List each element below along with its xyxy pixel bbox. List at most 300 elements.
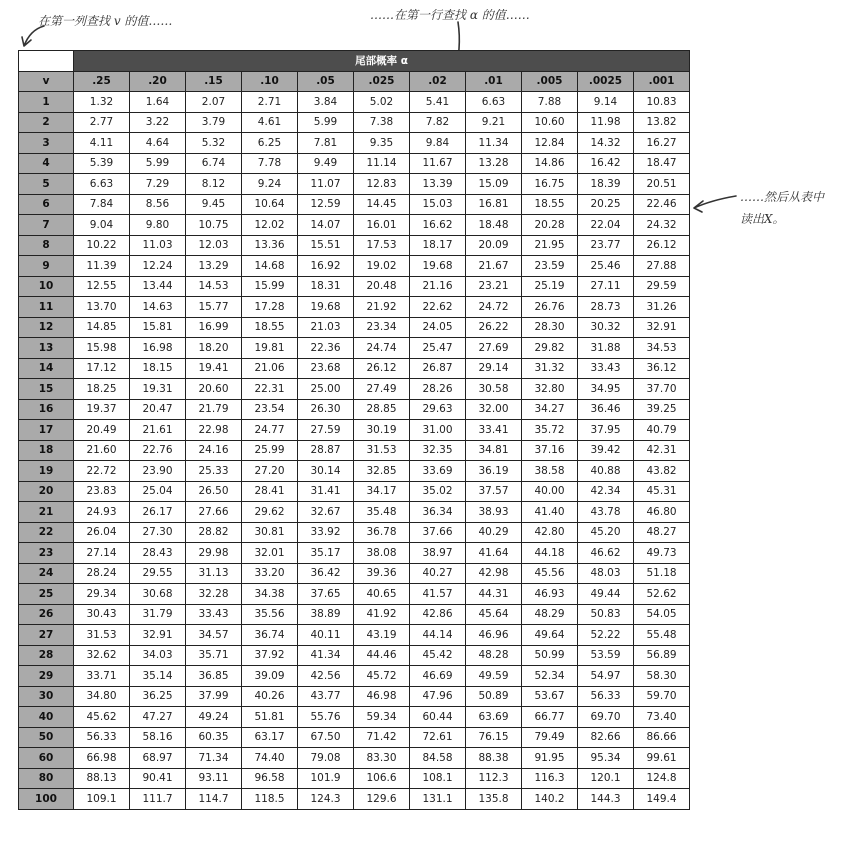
table-row bbox=[19, 604, 690, 625]
critical-value-cell: 140.2 bbox=[522, 789, 578, 810]
annotation-first-column: 在第一列查找 v 的值…… bbox=[38, 14, 173, 28]
critical-value-cell: 21.92 bbox=[354, 297, 410, 318]
critical-value-cell: 118.5 bbox=[242, 789, 298, 810]
critical-value-cell: 50.83 bbox=[578, 604, 634, 625]
critical-value-cell: 17.12 bbox=[74, 358, 130, 379]
critical-value-cell: 20.49 bbox=[74, 420, 130, 441]
critical-value-cell: 40.29 bbox=[466, 522, 522, 543]
critical-value-cell: 27.69 bbox=[466, 338, 522, 359]
critical-value-cell: 11.34 bbox=[466, 133, 522, 154]
critical-value-cell: 124.3 bbox=[298, 789, 354, 810]
critical-value-cell: 16.27 bbox=[634, 133, 690, 154]
critical-value-cell: 34.81 bbox=[466, 440, 522, 461]
critical-value-cell: 11.39 bbox=[74, 256, 130, 277]
critical-value-cell: 25.33 bbox=[186, 461, 242, 482]
critical-value-cell: 40.26 bbox=[242, 686, 298, 707]
critical-value-cell: 11.07 bbox=[298, 174, 354, 195]
critical-value-cell: 36.85 bbox=[186, 666, 242, 687]
critical-value-cell: 2.71 bbox=[242, 92, 298, 113]
table-row bbox=[19, 338, 690, 359]
critical-value-cell: 34.95 bbox=[578, 379, 634, 400]
critical-value-cell: 111.7 bbox=[130, 789, 186, 810]
critical-value-cell: 11.03 bbox=[130, 235, 186, 256]
critical-value-cell: 68.97 bbox=[130, 748, 186, 769]
critical-value-cell: 4.64 bbox=[130, 133, 186, 154]
degrees-of-freedom-cell: 29 bbox=[19, 666, 74, 687]
critical-value-cell: 7.82 bbox=[410, 112, 466, 133]
critical-value-cell: 14.32 bbox=[578, 133, 634, 154]
critical-value-cell: 12.03 bbox=[186, 235, 242, 256]
critical-value-cell: 26.12 bbox=[634, 235, 690, 256]
alpha-header-cell: .025 bbox=[354, 71, 410, 92]
v-column-header: v bbox=[19, 71, 74, 92]
critical-value-cell: 13.82 bbox=[634, 112, 690, 133]
critical-value-cell: 86.66 bbox=[634, 727, 690, 748]
critical-value-cell: 33.41 bbox=[466, 420, 522, 441]
critical-value-cell: 16.75 bbox=[522, 174, 578, 195]
critical-value-cell: 38.58 bbox=[522, 461, 578, 482]
critical-value-cell: 79.08 bbox=[298, 748, 354, 769]
critical-value-cell: 14.45 bbox=[354, 194, 410, 215]
critical-value-cell: 45.64 bbox=[466, 604, 522, 625]
critical-value-cell: 9.84 bbox=[410, 133, 466, 154]
critical-value-cell: 10.22 bbox=[74, 235, 130, 256]
critical-value-cell: 40.11 bbox=[298, 625, 354, 646]
critical-value-cell: 43.82 bbox=[634, 461, 690, 482]
critical-value-cell: 21.67 bbox=[466, 256, 522, 277]
critical-value-cell: 49.59 bbox=[466, 666, 522, 687]
critical-value-cell: 43.78 bbox=[578, 502, 634, 523]
table-row bbox=[19, 768, 690, 789]
critical-value-cell: 46.93 bbox=[522, 584, 578, 605]
critical-value-cell: 43.19 bbox=[354, 625, 410, 646]
critical-value-cell: 34.38 bbox=[242, 584, 298, 605]
critical-value-cell: 31.41 bbox=[298, 481, 354, 502]
critical-value-cell: 48.28 bbox=[466, 645, 522, 666]
critical-value-cell: 53.59 bbox=[578, 645, 634, 666]
critical-value-cell: 9.14 bbox=[578, 92, 634, 113]
critical-value-cell: 22.98 bbox=[186, 420, 242, 441]
critical-value-cell: 67.50 bbox=[298, 727, 354, 748]
critical-value-cell: 46.98 bbox=[354, 686, 410, 707]
critical-value-cell: 7.29 bbox=[130, 174, 186, 195]
critical-value-cell: 35.72 bbox=[522, 420, 578, 441]
critical-value-cell: 90.41 bbox=[130, 768, 186, 789]
critical-value-cell: 22.46 bbox=[634, 194, 690, 215]
critical-value-cell: 53.67 bbox=[522, 686, 578, 707]
critical-value-cell: 5.41 bbox=[410, 92, 466, 113]
critical-value-cell: 31.13 bbox=[186, 563, 242, 584]
critical-value-cell: 120.1 bbox=[578, 768, 634, 789]
critical-value-cell: 129.6 bbox=[354, 789, 410, 810]
critical-value-cell: 29.62 bbox=[242, 502, 298, 523]
alpha-header-cell: .001 bbox=[634, 71, 690, 92]
critical-value-cell: 45.62 bbox=[74, 707, 130, 728]
critical-value-cell: 58.16 bbox=[130, 727, 186, 748]
critical-value-cell: 29.98 bbox=[186, 543, 242, 564]
critical-value-cell: 32.28 bbox=[186, 584, 242, 605]
critical-value-cell: 38.97 bbox=[410, 543, 466, 564]
critical-value-cell: 16.01 bbox=[354, 215, 410, 236]
table-row bbox=[19, 317, 690, 338]
degrees-of-freedom-cell: 16 bbox=[19, 399, 74, 420]
critical-value-cell: 12.55 bbox=[74, 276, 130, 297]
critical-value-cell: 13.39 bbox=[410, 174, 466, 195]
degrees-of-freedom-cell: 100 bbox=[19, 789, 74, 810]
critical-value-cell: 36.19 bbox=[466, 461, 522, 482]
critical-value-cell: 83.30 bbox=[354, 748, 410, 769]
critical-value-cell: 44.18 bbox=[522, 543, 578, 564]
table-row bbox=[19, 666, 690, 687]
critical-value-cell: 25.99 bbox=[242, 440, 298, 461]
critical-value-cell: 31.53 bbox=[74, 625, 130, 646]
critical-value-cell: 41.34 bbox=[298, 645, 354, 666]
alpha-header-cell: .05 bbox=[298, 71, 354, 92]
critical-value-cell: 149.4 bbox=[634, 789, 690, 810]
critical-value-cell: 23.90 bbox=[130, 461, 186, 482]
critical-value-cell: 7.81 bbox=[298, 133, 354, 154]
critical-value-cell: 28.87 bbox=[298, 440, 354, 461]
critical-value-cell: 23.54 bbox=[242, 399, 298, 420]
critical-value-cell: 35.56 bbox=[242, 604, 298, 625]
critical-value-cell: 13.70 bbox=[74, 297, 130, 318]
critical-value-cell: 21.03 bbox=[298, 317, 354, 338]
critical-value-cell: 36.34 bbox=[410, 502, 466, 523]
critical-value-cell: 48.27 bbox=[634, 522, 690, 543]
critical-value-cell: 29.59 bbox=[634, 276, 690, 297]
critical-value-cell: 71.42 bbox=[354, 727, 410, 748]
table-row bbox=[19, 256, 690, 277]
critical-value-cell: 33.43 bbox=[186, 604, 242, 625]
critical-value-cell: 3.84 bbox=[298, 92, 354, 113]
critical-value-cell: 51.81 bbox=[242, 707, 298, 728]
table-row bbox=[19, 399, 690, 420]
critical-value-cell: 18.39 bbox=[578, 174, 634, 195]
critical-value-cell: 26.30 bbox=[298, 399, 354, 420]
table-row bbox=[19, 194, 690, 215]
degrees-of-freedom-cell: 2 bbox=[19, 112, 74, 133]
critical-value-cell: 39.09 bbox=[242, 666, 298, 687]
critical-value-cell: 36.12 bbox=[634, 358, 690, 379]
critical-value-cell: 50.89 bbox=[466, 686, 522, 707]
critical-value-cell: 6.63 bbox=[74, 174, 130, 195]
critical-value-cell: 55.76 bbox=[298, 707, 354, 728]
critical-value-cell: 10.60 bbox=[522, 112, 578, 133]
critical-value-cell: 16.92 bbox=[298, 256, 354, 277]
critical-value-cell: 27.11 bbox=[578, 276, 634, 297]
degrees-of-freedom-cell: 22 bbox=[19, 522, 74, 543]
critical-value-cell: 39.36 bbox=[354, 563, 410, 584]
critical-value-cell: 9.24 bbox=[242, 174, 298, 195]
critical-value-cell: 37.95 bbox=[578, 420, 634, 441]
critical-value-cell: 29.55 bbox=[130, 563, 186, 584]
table-row bbox=[19, 625, 690, 646]
critical-value-cell: 37.57 bbox=[466, 481, 522, 502]
critical-value-cell: 124.8 bbox=[634, 768, 690, 789]
critical-value-cell: 34.27 bbox=[522, 399, 578, 420]
critical-value-cell: 19.68 bbox=[298, 297, 354, 318]
degrees-of-freedom-cell: 21 bbox=[19, 502, 74, 523]
critical-value-cell: 28.24 bbox=[74, 563, 130, 584]
critical-value-cell: 13.44 bbox=[130, 276, 186, 297]
critical-value-cell: 11.98 bbox=[578, 112, 634, 133]
table-row bbox=[19, 563, 690, 584]
critical-value-cell: 24.77 bbox=[242, 420, 298, 441]
degrees-of-freedom-cell: 26 bbox=[19, 604, 74, 625]
alpha-header-cell: .20 bbox=[130, 71, 186, 92]
critical-value-cell: 69.70 bbox=[578, 707, 634, 728]
critical-value-cell: 91.95 bbox=[522, 748, 578, 769]
critical-value-cell: 14.68 bbox=[242, 256, 298, 277]
critical-value-cell: 18.25 bbox=[74, 379, 130, 400]
critical-value-cell: 42.80 bbox=[522, 522, 578, 543]
critical-value-cell: 60.35 bbox=[186, 727, 242, 748]
degrees-of-freedom-cell: 40 bbox=[19, 707, 74, 728]
critical-value-cell: 14.85 bbox=[74, 317, 130, 338]
critical-value-cell: 40.00 bbox=[522, 481, 578, 502]
table-row bbox=[19, 358, 690, 379]
critical-value-cell: 20.09 bbox=[466, 235, 522, 256]
critical-value-cell: 26.12 bbox=[354, 358, 410, 379]
degrees-of-freedom-cell: 6 bbox=[19, 194, 74, 215]
critical-value-cell: 45.72 bbox=[354, 666, 410, 687]
critical-value-cell: 36.25 bbox=[130, 686, 186, 707]
critical-value-cell: 42.86 bbox=[410, 604, 466, 625]
critical-value-cell: 26.22 bbox=[466, 317, 522, 338]
critical-value-cell: 30.32 bbox=[578, 317, 634, 338]
critical-value-cell: 13.28 bbox=[466, 153, 522, 174]
tail-probability-header: 尾部概率 α bbox=[74, 51, 690, 72]
critical-value-cell: 25.00 bbox=[298, 379, 354, 400]
critical-value-cell: 99.61 bbox=[634, 748, 690, 769]
critical-value-cell: 18.47 bbox=[634, 153, 690, 174]
alpha-header-cell: .0025 bbox=[578, 71, 634, 92]
critical-value-cell: 29.82 bbox=[522, 338, 578, 359]
critical-value-cell: 16.98 bbox=[130, 338, 186, 359]
critical-value-cell: 49.64 bbox=[522, 625, 578, 646]
critical-value-cell: 16.99 bbox=[186, 317, 242, 338]
degrees-of-freedom-cell: 19 bbox=[19, 461, 74, 482]
critical-value-cell: 34.57 bbox=[186, 625, 242, 646]
critical-value-cell: 22.31 bbox=[242, 379, 298, 400]
critical-value-cell: 35.14 bbox=[130, 666, 186, 687]
critical-value-cell: 32.67 bbox=[298, 502, 354, 523]
critical-value-cell: 58.30 bbox=[634, 666, 690, 687]
critical-value-cell: 16.42 bbox=[578, 153, 634, 174]
critical-value-cell: 19.68 bbox=[410, 256, 466, 277]
critical-value-cell: 15.51 bbox=[298, 235, 354, 256]
critical-value-cell: 71.34 bbox=[186, 748, 242, 769]
critical-value-cell: 42.98 bbox=[466, 563, 522, 584]
degrees-of-freedom-cell: 4 bbox=[19, 153, 74, 174]
critical-value-cell: 12.84 bbox=[522, 133, 578, 154]
critical-value-cell: 5.02 bbox=[354, 92, 410, 113]
critical-value-cell: 34.80 bbox=[74, 686, 130, 707]
critical-value-cell: 31.53 bbox=[354, 440, 410, 461]
table-row bbox=[19, 235, 690, 256]
degrees-of-freedom-cell: 25 bbox=[19, 584, 74, 605]
alpha-header-cell: .005 bbox=[522, 71, 578, 92]
alpha-header-cell: .15 bbox=[186, 71, 242, 92]
critical-value-cell: 135.8 bbox=[466, 789, 522, 810]
critical-value-cell: 45.20 bbox=[578, 522, 634, 543]
critical-value-cell: 15.03 bbox=[410, 194, 466, 215]
critical-value-cell: 63.17 bbox=[242, 727, 298, 748]
critical-value-cell: 33.43 bbox=[578, 358, 634, 379]
critical-value-cell: 19.81 bbox=[242, 338, 298, 359]
critical-value-cell: 20.48 bbox=[354, 276, 410, 297]
critical-value-cell: 31.88 bbox=[578, 338, 634, 359]
critical-value-cell: 32.80 bbox=[522, 379, 578, 400]
critical-value-cell: 93.11 bbox=[186, 768, 242, 789]
critical-value-cell: 1.32 bbox=[74, 92, 130, 113]
degrees-of-freedom-cell: 9 bbox=[19, 256, 74, 277]
critical-value-cell: 33.20 bbox=[242, 563, 298, 584]
critical-value-cell: 30.81 bbox=[242, 522, 298, 543]
critical-value-cell: 41.57 bbox=[410, 584, 466, 605]
critical-value-cell: 37.99 bbox=[186, 686, 242, 707]
degrees-of-freedom-cell: 24 bbox=[19, 563, 74, 584]
critical-value-cell: 26.04 bbox=[74, 522, 130, 543]
critical-value-cell: 10.75 bbox=[186, 215, 242, 236]
critical-value-cell: 15.98 bbox=[74, 338, 130, 359]
critical-value-cell: 11.67 bbox=[410, 153, 466, 174]
critical-value-cell: 30.58 bbox=[466, 379, 522, 400]
critical-value-cell: 144.3 bbox=[578, 789, 634, 810]
critical-value-cell: 24.72 bbox=[466, 297, 522, 318]
critical-value-cell: 35.71 bbox=[186, 645, 242, 666]
critical-value-cell: 21.61 bbox=[130, 420, 186, 441]
critical-value-cell: 56.33 bbox=[578, 686, 634, 707]
critical-value-cell: 2.77 bbox=[74, 112, 130, 133]
table-row bbox=[19, 297, 690, 318]
critical-value-cell: 48.29 bbox=[522, 604, 578, 625]
critical-value-cell: 131.1 bbox=[410, 789, 466, 810]
critical-value-cell: 38.08 bbox=[354, 543, 410, 564]
critical-value-cell: 20.47 bbox=[130, 399, 186, 420]
critical-value-cell: 6.63 bbox=[466, 92, 522, 113]
critical-value-cell: 33.69 bbox=[410, 461, 466, 482]
critical-value-cell: 66.77 bbox=[522, 707, 578, 728]
degrees-of-freedom-cell: 28 bbox=[19, 645, 74, 666]
table-row bbox=[19, 748, 690, 769]
critical-value-cell: 29.14 bbox=[466, 358, 522, 379]
critical-value-cell: 37.92 bbox=[242, 645, 298, 666]
critical-value-cell: 28.85 bbox=[354, 399, 410, 420]
critical-value-cell: 52.22 bbox=[578, 625, 634, 646]
critical-value-cell: 42.31 bbox=[634, 440, 690, 461]
critical-value-cell: 41.92 bbox=[354, 604, 410, 625]
critical-value-cell: 106.6 bbox=[354, 768, 410, 789]
critical-value-cell: 116.3 bbox=[522, 768, 578, 789]
critical-value-cell: 14.53 bbox=[186, 276, 242, 297]
degrees-of-freedom-cell: 3 bbox=[19, 133, 74, 154]
critical-value-cell: 20.28 bbox=[522, 215, 578, 236]
critical-value-cell: 3.79 bbox=[186, 112, 242, 133]
critical-value-cell: 23.83 bbox=[74, 481, 130, 502]
critical-value-cell: 26.76 bbox=[522, 297, 578, 318]
critical-value-cell: 32.01 bbox=[242, 543, 298, 564]
critical-value-cell: 40.79 bbox=[634, 420, 690, 441]
table-row bbox=[19, 420, 690, 441]
critical-value-cell: 12.24 bbox=[130, 256, 186, 277]
critical-value-cell: 23.68 bbox=[298, 358, 354, 379]
critical-value-cell: 66.98 bbox=[74, 748, 130, 769]
critical-value-cell: 79.49 bbox=[522, 727, 578, 748]
annotation-first-row: ……在第一行查找 α 的值…… bbox=[370, 8, 530, 22]
critical-value-cell: 28.82 bbox=[186, 522, 242, 543]
critical-value-cell: 28.73 bbox=[578, 297, 634, 318]
critical-value-cell: 54.05 bbox=[634, 604, 690, 625]
critical-value-cell: 24.93 bbox=[74, 502, 130, 523]
critical-value-cell: 73.40 bbox=[634, 707, 690, 728]
critical-value-cell: 25.04 bbox=[130, 481, 186, 502]
critical-value-cell: 72.61 bbox=[410, 727, 466, 748]
critical-value-cell: 46.96 bbox=[466, 625, 522, 646]
critical-value-cell: 11.14 bbox=[354, 153, 410, 174]
critical-value-cell: 17.28 bbox=[242, 297, 298, 318]
degrees-of-freedom-cell: 23 bbox=[19, 543, 74, 564]
critical-value-cell: 19.31 bbox=[130, 379, 186, 400]
table-row bbox=[19, 174, 690, 195]
critical-value-cell: 9.49 bbox=[298, 153, 354, 174]
degrees-of-freedom-cell: 50 bbox=[19, 727, 74, 748]
critical-value-cell: 8.12 bbox=[186, 174, 242, 195]
critical-value-cell: 5.32 bbox=[186, 133, 242, 154]
critical-value-cell: 28.41 bbox=[242, 481, 298, 502]
critical-value-cell: 46.62 bbox=[578, 543, 634, 564]
critical-value-cell: 26.50 bbox=[186, 481, 242, 502]
critical-value-cell: 108.1 bbox=[410, 768, 466, 789]
critical-value-cell: 21.60 bbox=[74, 440, 130, 461]
critical-value-cell: 88.13 bbox=[74, 768, 130, 789]
critical-value-cell: 22.62 bbox=[410, 297, 466, 318]
critical-value-cell: 40.27 bbox=[410, 563, 466, 584]
alpha-header-cell: .02 bbox=[410, 71, 466, 92]
critical-value-cell: 27.30 bbox=[130, 522, 186, 543]
critical-value-cell: 30.68 bbox=[130, 584, 186, 605]
critical-value-cell: 28.26 bbox=[410, 379, 466, 400]
table-row bbox=[19, 92, 690, 113]
critical-value-cell: 112.3 bbox=[466, 768, 522, 789]
critical-value-cell: 101.9 bbox=[298, 768, 354, 789]
critical-value-cell: 22.36 bbox=[298, 338, 354, 359]
critical-value-cell: 32.35 bbox=[410, 440, 466, 461]
degrees-of-freedom-cell: 18 bbox=[19, 440, 74, 461]
alpha-header-cell: .01 bbox=[466, 71, 522, 92]
degrees-of-freedom-cell: 60 bbox=[19, 748, 74, 769]
critical-value-cell: 14.63 bbox=[130, 297, 186, 318]
table-row bbox=[19, 522, 690, 543]
critical-value-cell: 43.77 bbox=[298, 686, 354, 707]
annotation-read-value-line2: 读出X。 bbox=[740, 212, 785, 226]
arrow-to-table-icon bbox=[694, 196, 736, 212]
critical-value-cell: 30.43 bbox=[74, 604, 130, 625]
critical-value-cell: 35.17 bbox=[298, 543, 354, 564]
critical-value-cell: 36.74 bbox=[242, 625, 298, 646]
critical-value-cell: 25.19 bbox=[522, 276, 578, 297]
critical-value-cell: 12.83 bbox=[354, 174, 410, 195]
critical-value-cell: 47.96 bbox=[410, 686, 466, 707]
critical-value-cell: 45.42 bbox=[410, 645, 466, 666]
critical-value-cell: 27.66 bbox=[186, 502, 242, 523]
critical-value-cell: 42.34 bbox=[578, 481, 634, 502]
table-row bbox=[19, 727, 690, 748]
critical-value-cell: 28.30 bbox=[522, 317, 578, 338]
critical-value-cell: 41.40 bbox=[522, 502, 578, 523]
critical-value-cell: 55.48 bbox=[634, 625, 690, 646]
critical-value-cell: 27.20 bbox=[242, 461, 298, 482]
